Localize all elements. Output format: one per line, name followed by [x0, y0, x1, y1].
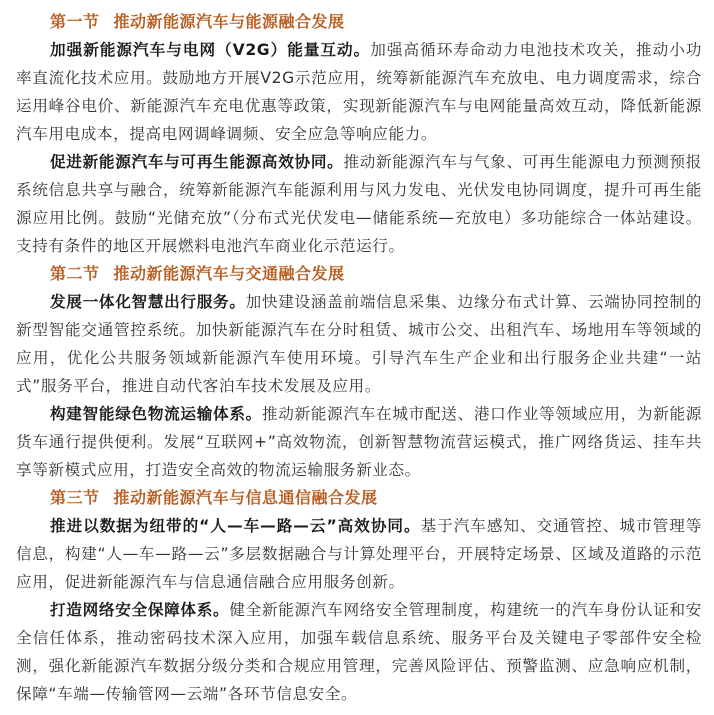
section-heading-2 [16, 260, 702, 288]
paragraph-body: 加快建设涵盖前端信息采集、边缘分布式计算、云端协同控制的新型智能交通管控系统。加快新能源汽车在分时租赁、城市公交、出租汽车、场地用车等领域的应用，优化公共服务领域新能源汽车使用环境。引导汽车生产企业和出行服务企业共建“一站式”服务平台，推进自动代客泊车技术发展及应用。 [16, 293, 702, 395]
paragraph-body: 加强高循环寿命动力电池技术攻关，推动小功率直流化技术应用。鼓励地方开展V2G示范应用，统筹新能源汽车充放电、电力调度需求，综合运用峰谷电价、新能源汽车充电优惠等政策，实现新能源汽车与电网能量高效互动，降低新能源汽车用电成本，提高电网调峰调频、安全应急等响应能力。 [16, 41, 702, 143]
paragraph-lead: 促进新能源汽车与可再生能源高效协同。 [50, 153, 344, 171]
paragraph-renewable [16, 148, 702, 260]
section-heading-3 [16, 484, 702, 512]
paragraph-lead: 构建智能绿色物流运输体系。 [50, 405, 262, 423]
paragraph-v2g [16, 36, 702, 148]
section-title: 推动新能源汽车与交通融合发展 [113, 264, 345, 283]
section-number: 第一节 [50, 12, 100, 31]
paragraph-logistics [16, 400, 702, 484]
section-title: 推动新能源汽车与能源融合发展 [113, 12, 345, 31]
paragraph-cybersecurity [16, 596, 702, 708]
paragraph-body: 健全新能源汽车网络安全管理制度，构建统一的汽车身份认证和安全信任体系，推动密码技术深入应用，加强车载信息系统、服务平台及关键电子零部件安全检测，强化新能源汽车数据分级分类和合规应用管理，完善风险评估、预警监测、应急响应机制，保障“车端—传输管网—云端”各环节信息安全。 [16, 601, 702, 703]
paragraph-body: 基于汽车感知、交通管控、城市管理等信息，构建“人—车—路—云”多层数据融合与计算处理平台，开展特定场景、区域及道路的示范应用，促进新能源汽车与信息通信融合应用服务创新。 [16, 517, 702, 591]
paragraph-lead: 加强新能源汽车与电网（V2G）能量互动。 [50, 41, 371, 59]
section-number: 第三节 [50, 488, 100, 507]
paragraph-body: 推动新能源汽车在城市配送、港口作业等领域应用，为新能源货车通行提供便利。发展“互联网+”高效物流，创新智慧物流营运模式，推广网络货运、挂车共享等新模式应用，打造安全高效的物流运输服务新业态。 [16, 405, 702, 479]
section-heading-1 [16, 8, 702, 36]
paragraph-smart-mobility [16, 288, 702, 400]
paragraph-lead: 打造网络安全保障体系。 [50, 601, 230, 619]
paragraph-data-synergy [16, 512, 702, 596]
section-number: 第二节 [50, 264, 100, 283]
paragraph-body: 推动新能源汽车与气象、可再生能源电力预测预报系统信息共享与融合，统筹新能源汽车能源利用与风力发电、光伏发电协同调度，提升可再生能源应用比例。鼓励“光储充放”（分布式光伏发电—储能系统—充放电）多功能综合一体站建设。支持有条件的地区开展燃料电池汽车商业化示范运行。 [16, 153, 702, 255]
section-title: 推动新能源汽车与信息通信融合发展 [113, 488, 378, 507]
paragraph-lead: 推进以数据为纽带的“人—车—路—云”高效协同。 [50, 517, 421, 535]
paragraph-lead: 发展一体化智慧出行服务。 [50, 293, 246, 311]
